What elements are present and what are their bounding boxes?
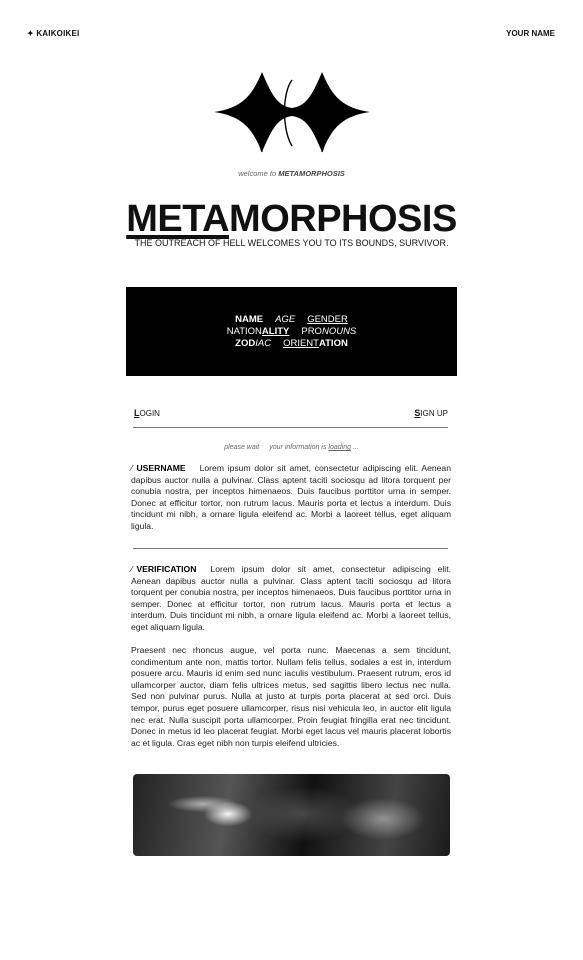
username-label: USERNAME — [136, 463, 186, 473]
username-section — [131, 463, 451, 533]
profile-zodiac: ZODIAC — [235, 337, 272, 349]
welcome-name: METAMORPHOSIS — [278, 169, 345, 178]
login-link[interactable]: LOGIN — [134, 408, 160, 418]
profile-box — [126, 287, 457, 376]
username-text: Lorem ipsum dolor sit amet, consectetur adipiscing elit. Aenean dapibus auctor nulla a pulvinar. Class aptent taciti sociosqu ad litora torquent per conubia nostra, per inceptos himenaeos. Duis faucibus porttitor urna in semper. Donec at efficitur tortor, non rutrum lacus. Mauris porta et lectus a interdum. Duis tincidunt mi nibh, a ornare ligula eleifend ac. Morbi a laoreet tellus, eget aliquam ligula. — [131, 463, 451, 531]
abstract-light-image — [133, 774, 450, 856]
page-subtitle: THE OUTREACH OF HELL WELCOMES YOU TO ITS BOUNDS, SURVIVOR. — [134, 238, 449, 248]
profile-orientation: ORIENTATION — [283, 337, 348, 349]
brand-link[interactable]: ✦ KAIKOIKEI — [27, 29, 80, 38]
profile-pronouns: PRONOUNS — [301, 325, 357, 337]
slash-icon: ⁄ — [131, 564, 133, 574]
divider — [133, 548, 448, 549]
profile-name: NAME — [235, 313, 264, 325]
body-paragraph: Praesent nec rhoncus augue, vel porta nunc. Maecenas a sem tincidunt, condimentum ante non, mattis tortor. Nullam felis tellus, sodales a est in, interdum posuere arcu. Mauris id enim sed nunc iaculis vestibulum. Praesent rutrum, eros id ullamcorper auctor, diam felis ultrices metus, sed sagittis libero lectus nec nulla. Sed non pulvinar purus. Nulla at justo at turpis porta placerat at sed orci. Duis tempor, purus eget posuere ullamcorper, risus nisi vehicula leo, in auctor elit ligula nec erat. Nulla suscipit porta ullamcorper. Proin feugiat fringilla erat nec tincidunt. Donec in metus id leo placerat feugiat. Morbi eget lacus vel mauris placerat lobortis ac et ligula. Cras eget nibh non turpis eleifend ultricies. — [131, 645, 451, 748]
profile-nationality: NATIONALITY — [226, 325, 290, 337]
profile-age: AGE — [275, 313, 296, 325]
divider — [133, 427, 448, 428]
profile-gender: GENDER — [307, 313, 348, 325]
verification-section — [131, 564, 451, 634]
loading-status: please wait your information is loading ... — [224, 444, 359, 451]
star-logo-icon — [212, 68, 372, 158]
slash-icon: ⁄ — [131, 463, 133, 473]
verification-label: VERIFICATION — [136, 564, 197, 574]
verification-text: Lorem ipsum dolor sit amet, consectetur adipiscing elit. Aenean dapibus auctor nulla a pulvinar. Class aptent taciti sociosqu ad litora torquent per conubia nostra, per inceptos himenaeos. Duis faucibus porttitor urna in semper. Donec at efficitur tortor, non rutrum lacus. Mauris porta et lectus a interdum. Duis tincidunt mi nibh, a ornare ligula eleifend ac. Morbi a laoreet tellus, eget aliquam ligula. — [131, 564, 451, 632]
user-name-link[interactable]: YOUR NAME — [506, 29, 555, 38]
welcome-text: welcome to METAMORPHOSIS — [238, 169, 345, 178]
page-title: METAMORPHOSIS — [126, 198, 457, 240]
signup-link[interactable]: SIGN UP — [414, 408, 448, 418]
auth-row — [134, 408, 448, 418]
